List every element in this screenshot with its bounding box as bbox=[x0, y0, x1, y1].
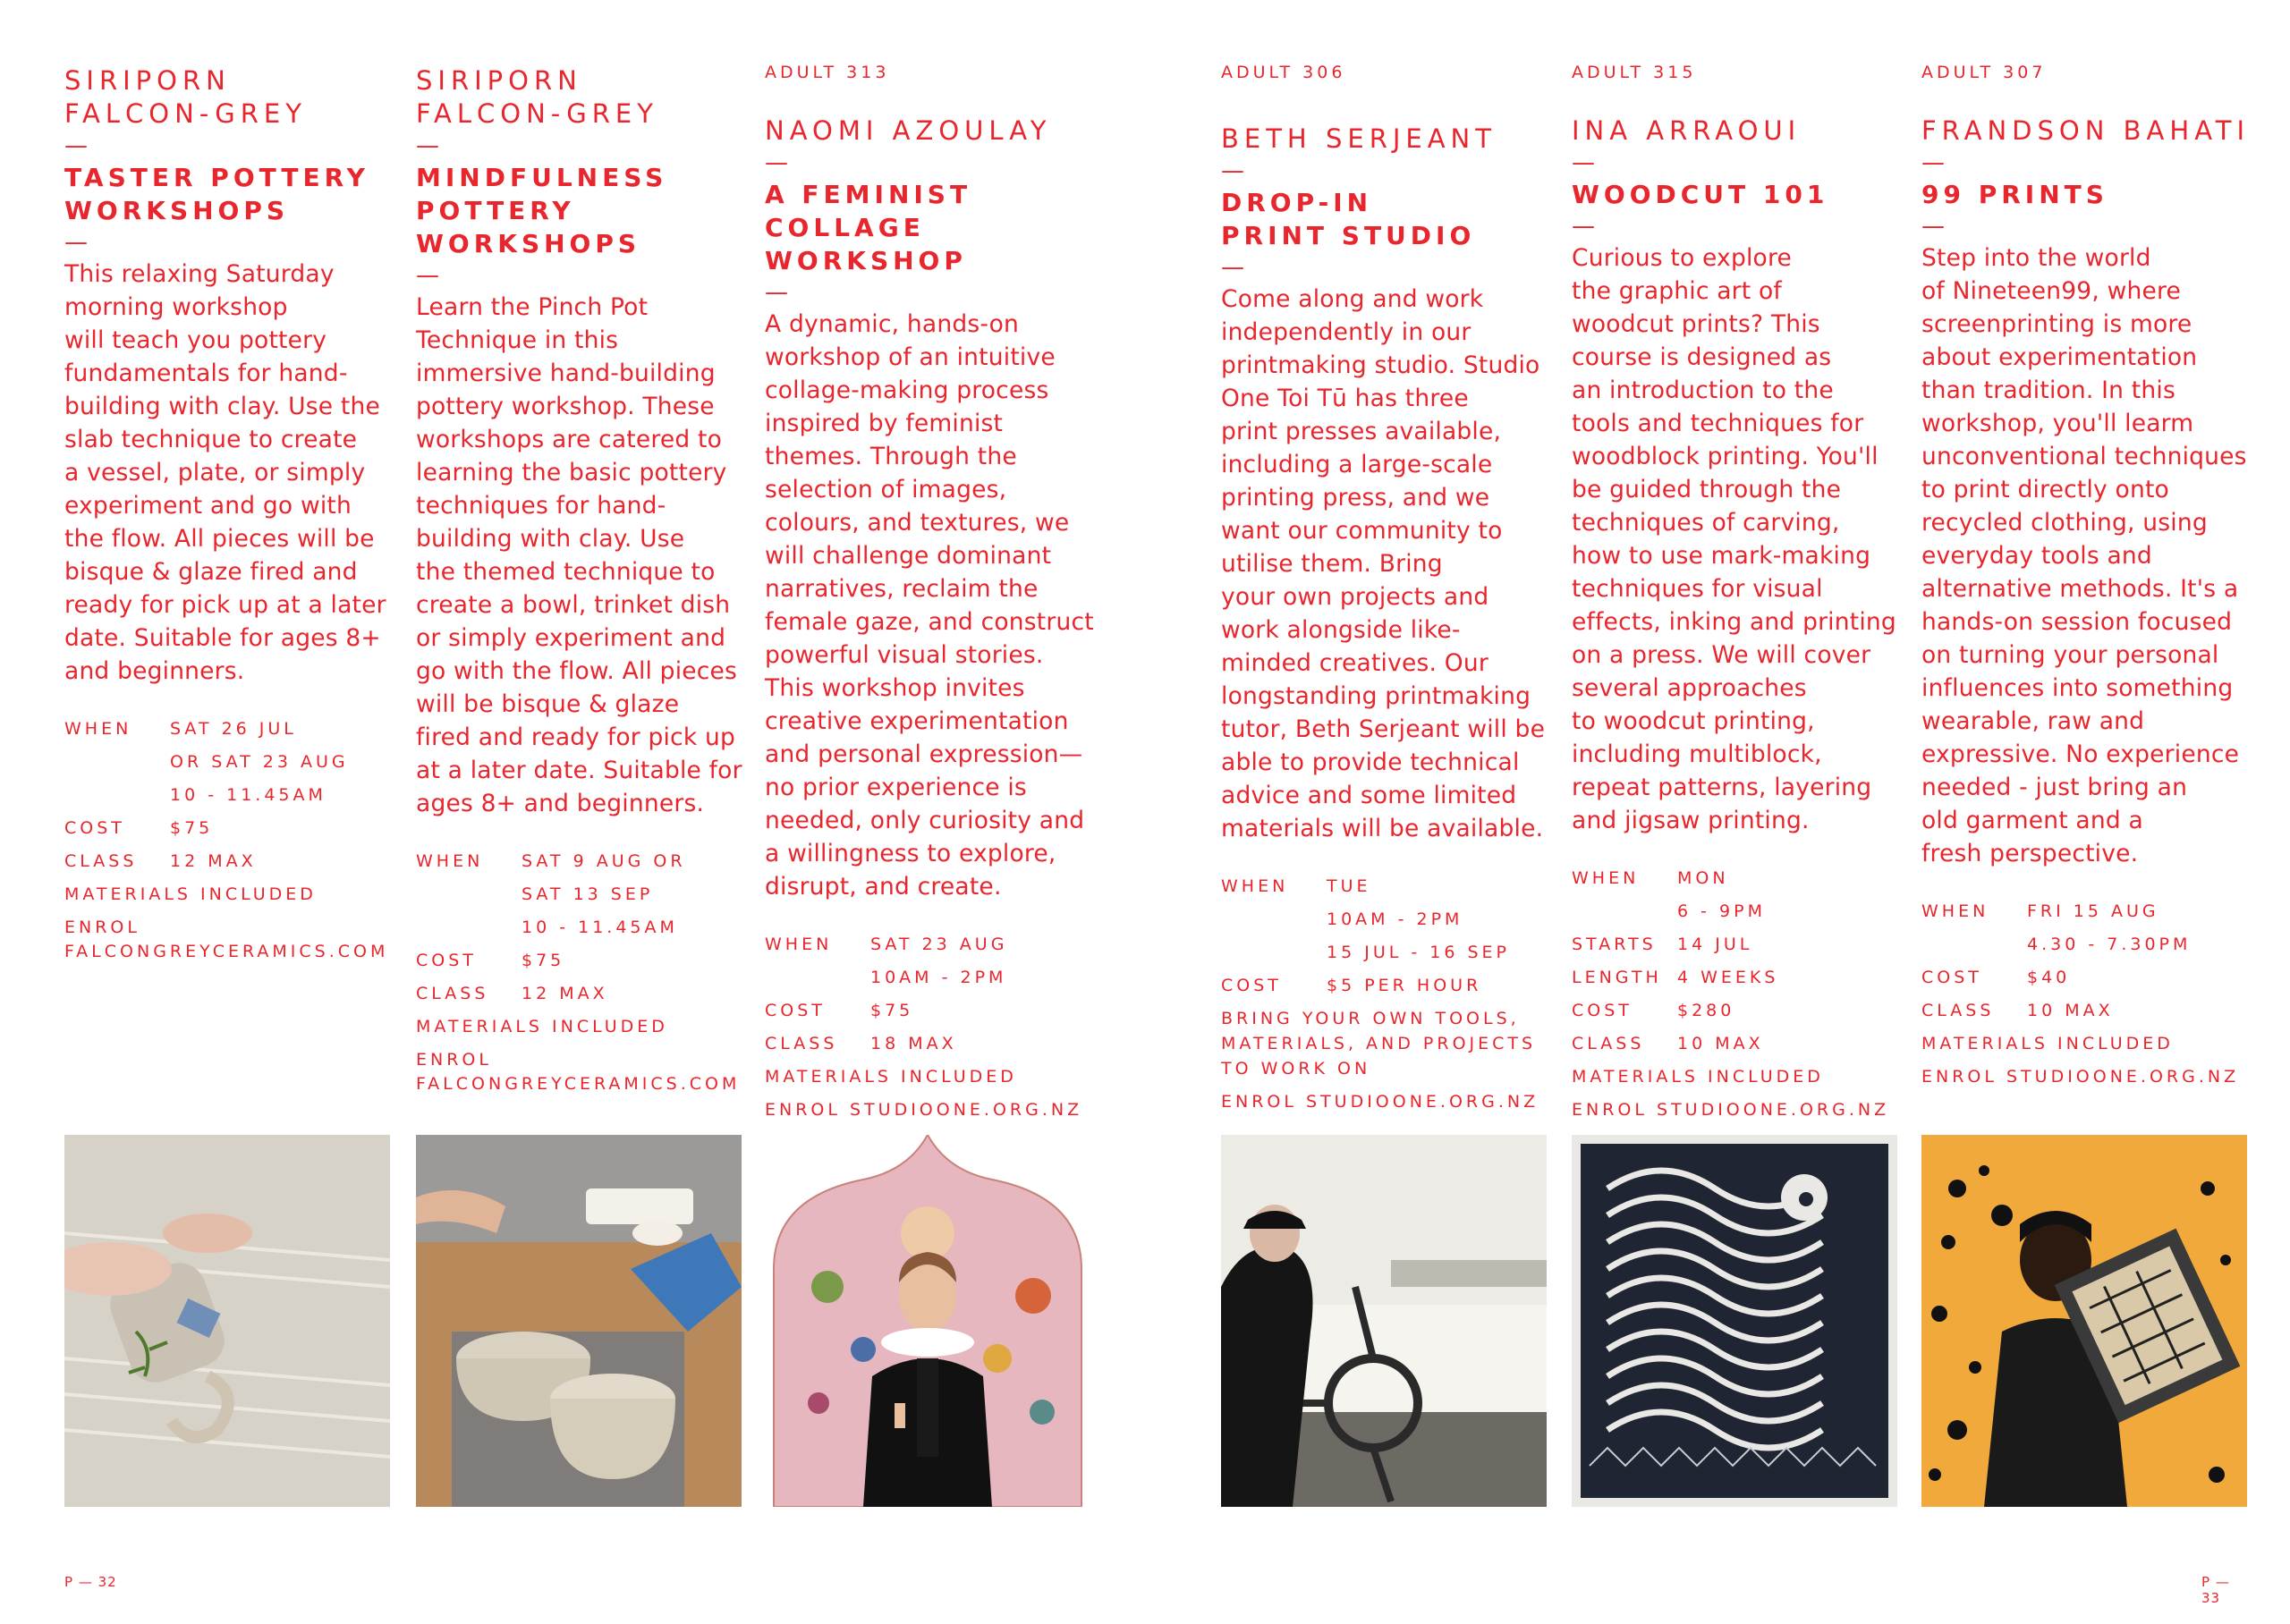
materials-note: MATERIALS INCLUDED bbox=[1572, 1067, 1824, 1087]
enrol-link[interactable]: ENROL STUDIOONE.ORG.NZ bbox=[1572, 1100, 1890, 1120]
tutor-name: INA ARRAOUI bbox=[1572, 115, 1802, 146]
separator-dash: — bbox=[64, 132, 88, 159]
detail-row: COST $5 PER HOUR bbox=[1221, 976, 1482, 995]
workshop-title: TASTER POTTERY WORKSHOPS bbox=[64, 163, 369, 225]
detail-row: COST $40 bbox=[1921, 968, 2071, 987]
column-feminist-collage bbox=[765, 0, 1096, 1624]
materials-note: MATERIALS INCLUDED bbox=[416, 1017, 668, 1036]
workshop-details bbox=[1921, 895, 2254, 1089]
separator-dash: — bbox=[64, 229, 88, 256]
detail-row: 10 - 11.45AM bbox=[170, 785, 327, 805]
workshop-title: MINDFULNESS POTTERY WORKSHOPS bbox=[416, 163, 668, 258]
detail-row: STARTS 14 JUL bbox=[1572, 935, 1753, 954]
text-block bbox=[1921, 114, 2254, 1089]
detail-row: 10AM - 2PM bbox=[870, 968, 1007, 987]
materials-note: BRING YOUR OWN TOOLS, MATERIALS, AND PROJECTS TO WORK ON bbox=[1221, 1009, 1537, 1078]
detail-row: 15 JUL - 16 SEP bbox=[1327, 943, 1510, 962]
page-number-left: P — 32 bbox=[64, 1574, 117, 1590]
materials-note: MATERIALS INCLUDED bbox=[64, 884, 317, 904]
separator-dash: — bbox=[416, 132, 439, 159]
workshop-details bbox=[64, 713, 397, 964]
text-block bbox=[765, 114, 1098, 1122]
workshop-photo bbox=[416, 1135, 742, 1507]
separator-dash: — bbox=[1221, 157, 1244, 184]
detail-row: CLASS 12 MAX bbox=[416, 984, 608, 1003]
separator-dash: — bbox=[1921, 149, 1945, 176]
tutor-name: BETH SERJEANT bbox=[1221, 123, 1497, 154]
detail-row: LENGTH 4 WEEKS bbox=[1572, 968, 1779, 987]
detail-row: WHEN SAT 23 AUG bbox=[765, 935, 1008, 954]
text-block bbox=[1572, 114, 1904, 1122]
tutor-name: SIRIPORN FALCON-GREY bbox=[64, 65, 307, 129]
workshop-title: DROP-IN PRINT STUDIO bbox=[1221, 188, 1476, 250]
workshop-photo bbox=[1572, 1135, 1897, 1507]
tutor-name: NAOMI AZOULAY bbox=[765, 115, 1052, 146]
separator-dash: — bbox=[416, 262, 439, 289]
workshop-title: A FEMINIST COLLAGE WORKSHOP bbox=[765, 180, 972, 275]
enrol-link[interactable]: ENROL FALCONGREYCERAMICS.COM bbox=[64, 918, 389, 961]
detail-row: COST $75 bbox=[416, 951, 565, 970]
separator-dash: — bbox=[1921, 213, 1945, 240]
column-drop-in-print-studio bbox=[1221, 0, 1552, 1624]
detail-row: WHEN MON bbox=[1572, 868, 1729, 888]
tutor-name: SIRIPORN FALCON-GREY bbox=[416, 65, 658, 129]
text-block bbox=[416, 64, 749, 1096]
detail-row: COST $280 bbox=[1572, 1001, 1735, 1020]
text-block bbox=[1221, 123, 1554, 1114]
workshop-description: Learn the Pinch Pot Technique in this immersive hand-building pottery workshop. These workshops are catered to learning the basic pottery techniques for hand- building with clay. Use the themed technique to create a bowl, trinket dish or simply experiment and go with the flow. All pieces will be bisque & glaze fired and ready for pick up at a later date. Suitable for ages 8+ and beginners. bbox=[416, 293, 742, 817]
detail-row: WHEN SAT 26 JUL bbox=[64, 719, 297, 739]
enrol-link[interactable]: ENROL FALCONGREYCERAMICS.COM bbox=[416, 1050, 741, 1094]
separator-dash: — bbox=[1221, 254, 1244, 281]
detail-row: OR SAT 23 AUG bbox=[170, 752, 349, 772]
workshop-description: Come along and work independently in our printmaking studio. Studio One Toi Tū has three print presses available, including a large-scale printing press, and we want our community to utilise them. Bring your own projects and work alongside like- minded creatives. Our longstanding printmaking tutor, Beth Serjeant will be able to provide technical advice and some limited materials will be available. bbox=[1221, 285, 1546, 842]
text-block bbox=[64, 64, 397, 964]
separator-dash: — bbox=[765, 149, 788, 176]
course-code: ADULT 315 bbox=[1572, 63, 1697, 82]
workshop-description: Step into the world of Nineteen99, where screenprinting is more about experimentation than tradition. In this workshop, you'll learm unconventional techniques to print directly onto recycled clothing, using everyday tools and alternative methods. It's a hands-on session focused on turning your personal influences into something wearable, raw and expressive. No experience needed - just bring an old garment and a fresh perspective. bbox=[1921, 244, 2247, 867]
detail-row: CLASS 10 MAX bbox=[1572, 1034, 1764, 1053]
detail-row: COST $75 bbox=[765, 1001, 914, 1020]
workshop-photo bbox=[765, 1135, 1090, 1507]
workshop-photo bbox=[1921, 1135, 2247, 1507]
column-mindfulness-pottery bbox=[416, 0, 747, 1624]
workshop-title: WOODCUT 101 bbox=[1572, 180, 1829, 209]
workshop-details bbox=[1221, 870, 1554, 1114]
enrol-link[interactable]: ENROL STUDIOONE.ORG.NZ bbox=[765, 1100, 1083, 1120]
column-99-prints bbox=[1921, 0, 2252, 1624]
detail-row: 10 - 11.45AM bbox=[522, 918, 678, 937]
separator-dash: — bbox=[765, 279, 788, 306]
enrol-link[interactable]: ENROL STUDIOONE.ORG.NZ bbox=[1921, 1067, 2240, 1087]
detail-row: WHEN SAT 9 AUG OR bbox=[416, 851, 686, 871]
enrol-link[interactable]: ENROL STUDIOONE.ORG.NZ bbox=[1221, 1092, 1539, 1112]
workshop-details bbox=[1572, 862, 1904, 1122]
detail-row: WHEN TUE bbox=[1221, 876, 1371, 896]
detail-row: 10AM - 2PM bbox=[1327, 909, 1463, 929]
detail-row: 6 - 9PM bbox=[1677, 901, 1766, 921]
detail-row: 4.30 - 7.30PM bbox=[2027, 935, 2192, 954]
separator-dash: — bbox=[1572, 149, 1595, 176]
workshop-details bbox=[765, 928, 1098, 1122]
workshop-photo bbox=[1221, 1135, 1547, 1507]
materials-note: MATERIALS INCLUDED bbox=[1921, 1034, 2174, 1053]
column-woodcut-101 bbox=[1572, 0, 1903, 1624]
workshop-title: 99 PRINTS bbox=[1921, 180, 2108, 209]
materials-note: MATERIALS INCLUDED bbox=[765, 1067, 1017, 1087]
course-code: ADULT 313 bbox=[765, 63, 890, 82]
course-code: ADULT 307 bbox=[1921, 63, 2047, 82]
detail-row: SAT 13 SEP bbox=[522, 884, 654, 904]
separator-dash: — bbox=[1572, 213, 1595, 240]
detail-row: WHEN FRI 15 AUG bbox=[1921, 901, 2159, 921]
tutor-name: FRANDSON BAHATI bbox=[1921, 115, 2251, 146]
column-taster-pottery bbox=[64, 0, 395, 1624]
workshop-details bbox=[416, 845, 749, 1096]
detail-row: CLASS 12 MAX bbox=[64, 851, 257, 871]
workshop-description: This relaxing Saturday morning workshop will teach you pottery fundamentals for hand- building with clay. Use the slab technique to create a vessel, plate, or simply experiment and go with the flow. All pieces will be bisque & glaze fired and ready for pick up at a later date. Suitable for ages 8+ and beginners. bbox=[64, 260, 386, 685]
detail-row: CLASS 10 MAX bbox=[1921, 1001, 2114, 1020]
detail-row: CLASS 18 MAX bbox=[765, 1034, 957, 1053]
course-code: ADULT 306 bbox=[1221, 63, 1346, 82]
workshop-description: A dynamic, hands-on workshop of an intuitive collage-making process inspired by feminist themes. Through the selection of images, colours, and textures, we will challenge dominant narratives, reclaim the female gaze, and construct powerful visual stories. This workshop invites creative experimentation and personal expression— no prior experience is needed, only curiosity and a willingness to explore, disrupt, and create. bbox=[765, 310, 1094, 901]
detail-row: COST $75 bbox=[64, 818, 214, 838]
page-number-right: P — 33 bbox=[2201, 1574, 2230, 1606]
workshop-description: Curious to explore the graphic art of woodcut prints? This course is designed as an introduction to the tools and techniques for woodblock printing. You'll be guided through the techniques of carving, how to use mark-making techniques for visual effects, inking and printing on a press. We will cover several approaches to woodcut printing, including multiblock, repeat patterns, layering and jigsaw printing. bbox=[1572, 244, 1896, 834]
workshop-photo bbox=[64, 1135, 390, 1507]
